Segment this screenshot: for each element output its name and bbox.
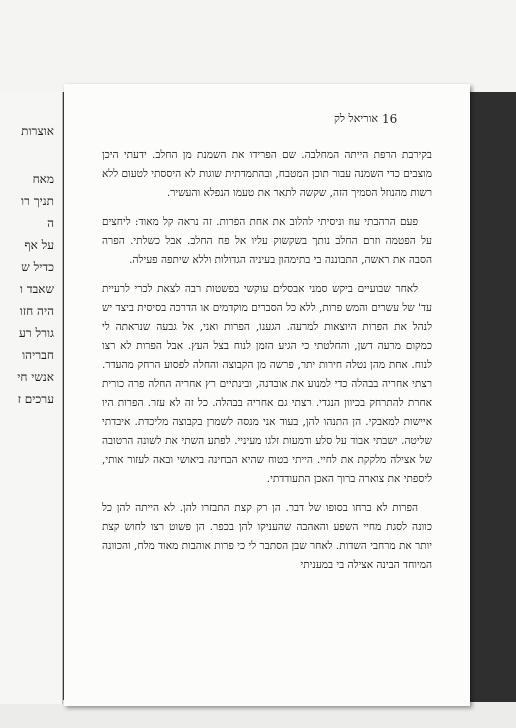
left-page-line: ערכים ז [17,392,54,406]
paragraph: לאחר שבועיים ביקש סמני אבסלים עוקשי בפשטות רבה לצאת לכרי לרעיית עד' של עשרים והמש פרות, ללא כל הסברים מוקדמים או הדרכה בסיסית ביצד יש לנהל את הפרות היוצאות למרעה. הגענו, הפרות ואני, אל גבעה שנראתה לי כמקום מרעה דשן, והחלטתי כי הגיע הזמן לנוח בצל העץ. אבל הפרות לא רצו לנוח. אחת מהן נטלה חירות יתר, פרשה מן הקבוצה והחלה לפסוע הרחק מהעדר. רצתי אחריה בבהלה כדי למנוע את אובדנה, ובינתיים רץ אחריה החלה פרה כורית אחרת להתרחק בכיוון הנגדי. רצתי גם אחריה בבהלה. כל זה לא עזר. הפרות היו איישות למאבקי. הן התנהו להן, בעוד אני מנסה לשמרן בקבוצה מליכדת. איבדתי שליטה. ישבתי אבוד על סלע ודמעות זלגו מעיניי. לפתע השתי את לשונה הרטובה של אצילה מלקקת את לחיי. הייתי בטוח שהיא הבחינה ביאושי ובאה לעזור אותי, ליספתי את צוארה ברוך האכן התעודדתי. [102,283,432,485]
paragraph: בקירבת הרפת הייתה המחלבה. שם הפרידו את השמנת מן החלב. ידעתי היכן מוצבים כדי השמנה עבור תוכן המטבח, ובהתמדתית שוגות לא היססתי לטעום ללא רשות מהנוזל הסמיך הזה, שקשה לתאר את טעמו הנפלא והעשיר. [102,149,432,199]
paragraph: פעם הרהבתי עוז וניסיתי להלוב את אחת הפרות. זה נראה קל מאוד: ליחצים על הפטמה וזרם החלב נותך בשקשוק עליו אל פח החלב. אבל כשלתי. הפרה הסבה את ראשה, התבוננה בי בתימהון בעיניה הגדולות וללא שיתפה פעילה. [102,216,432,266]
scan-background-top [0,0,516,92]
left-page-line: תניך רו [20,194,54,208]
left-page-line: גורל רע [18,326,54,340]
left-page-line: אנשי חי [17,370,54,384]
page-number: 16 [382,112,398,126]
running-head: אוריאל לק [334,112,378,125]
page-body [102,146,432,585]
left-page-line: ה [47,216,54,230]
left-page-line: שאבד ו [19,282,54,296]
book-page [64,84,470,706]
paragraph: הפרות לא ברחו בסופו של דבר. הן רק קצת התבזרו להן. לא הייתה להן כל כוונה לסגת מחיי השפע והאהבה שהעניקו להן בכפר. הן פשוט רצו לחוש קצת יותר את מרחבי השדות. לאחר שבן הסתבר לי כי פרות אוהבות מאוד מלח, והכוונה המיוחד הבינה אצילה בי במעניתי [102,502,432,571]
previous-page-strip [0,92,63,704]
left-page-line: היה חזו [19,304,54,318]
scan-background-right [470,92,516,702]
left-page-line: כדיל ש [21,260,54,274]
left-page-line: מאח [32,172,54,186]
left-page-line: על אף [24,238,54,252]
page-header [64,112,470,130]
left-page-line: חבריהו [22,348,54,362]
left-page-line: אוצרות [21,124,54,138]
